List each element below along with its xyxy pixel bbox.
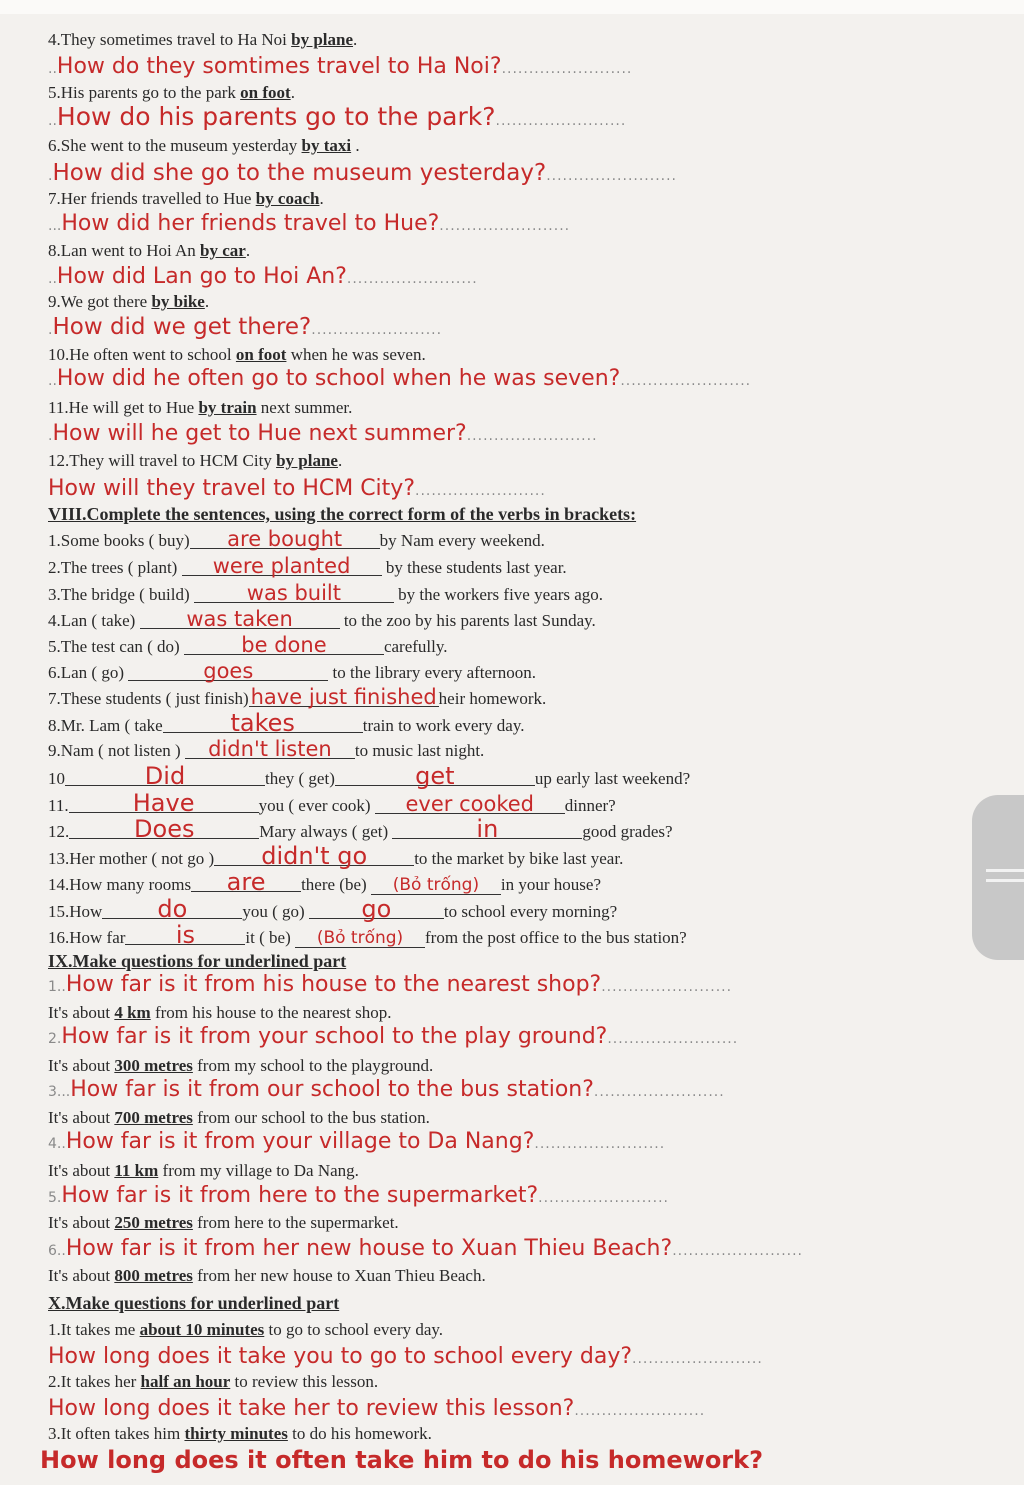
question-line: 9.We got there by bike. xyxy=(48,292,210,311)
section-heading-ix: IX.Make questions for underlined part xyxy=(48,951,347,971)
answer-line: How will they travel to HCM City?........................ xyxy=(48,476,546,501)
answer-line: ..How did he often go to school when he was seven?........................ xyxy=(48,366,752,391)
question-line: 7.Her friends travelled to Hue by coach. xyxy=(48,189,324,208)
statement-line: It's about 800 metres from her new house to Xuan Thieu Beach. xyxy=(48,1266,486,1285)
exercise-item: 3.The bridge ( build) was built by the workers five years ago. xyxy=(48,581,604,605)
exercise-item: 12. Does Mary always ( get) in good grades? xyxy=(48,815,673,843)
answer-line: 5.How far is it from here to the supermarket?........................ xyxy=(48,1183,669,1208)
answer-line: 6..How far is it from her new house to Xuan Thieu Beach?........................ xyxy=(48,1236,803,1261)
answer-line: ...How did her friends travel to Hue?........................ xyxy=(48,211,571,236)
top-edge xyxy=(0,0,1024,14)
exercise-item: 11. Have you ( ever cook) ever cooked dinner? xyxy=(48,789,616,817)
scroll-handle[interactable] xyxy=(972,795,1024,960)
answer-line: 2.How far is it from your school to the play ground?........................ xyxy=(48,1024,739,1049)
question-line: 10.He often went to school on foot when he was seven. xyxy=(48,345,426,364)
answer-line: How long does it take you to go to school every day?........................ xyxy=(48,1344,763,1369)
exercise-item: 9.Nam ( not listen ) didn't listen to music last night. xyxy=(48,737,485,761)
question-line: 5.His parents go to the park on foot. xyxy=(48,83,295,102)
answer-line: ..How do his parents go to the park?........................ xyxy=(48,102,627,131)
answer-line: .How did she go to the museum yesterday?........................ xyxy=(48,160,678,186)
statement-line: It's about 250 metres from here to the supermarket. xyxy=(48,1213,399,1232)
exercise-item: 8.Mr. Lam ( take takes train to work every day. xyxy=(48,709,525,737)
exercise-item: 15.How do you ( go) go to school every morning? xyxy=(48,895,618,923)
question-line: 4.They sometimes travel to Ha Noi by plane. xyxy=(48,30,358,49)
statement-line: 2.It takes her half an hour to review this lesson. xyxy=(48,1372,379,1391)
statement-line: It's about 4 km from his house to the nearest shop. xyxy=(48,1003,392,1022)
section-heading-x: X.Make questions for underlined part xyxy=(48,1293,340,1313)
exercise-item: 14.How many rooms are there (be) (Bỏ trống) in your house? xyxy=(48,868,602,896)
answer-line: 4..How far is it from your village to Da Nang?........................ xyxy=(48,1129,666,1154)
answer-line: ..How do they somtimes travel to Ha Noi?........................ xyxy=(48,54,633,79)
grip-line-icon xyxy=(986,869,1024,872)
statement-line: 3.It often takes him thirty minutes to do his homework. xyxy=(48,1424,432,1443)
exercise-item: 6.Lan ( go) goes to the library every afternoon. xyxy=(48,659,536,683)
section-heading-viii: VIII.Complete the sentences, using the correct form of the verbs in brackets: xyxy=(48,504,637,524)
question-line: 8.Lan went to Hoi An by car. xyxy=(48,241,251,260)
exercise-item: 13.Her mother ( not go ) didn't go to the market by bike last year. xyxy=(48,842,624,870)
exercise-item: 1.Some books ( buy) are bought by Nam every weekend. xyxy=(48,527,545,551)
answer-line: 3...How far is it from our school to the bus station?........................ xyxy=(48,1077,725,1102)
answer-line: How long does it take her to review this lesson?........................ xyxy=(48,1396,706,1421)
grip-line-icon xyxy=(986,879,1024,882)
exercise-item: 4.Lan ( take) was taken to the zoo by his parents last Sunday. xyxy=(48,607,596,631)
question-line: 6.She went to the museum yesterday by taxi . xyxy=(48,136,360,155)
answer-line: .How will he get to Hue next summer?........................ xyxy=(48,421,598,446)
exercise-item: 2.The trees ( plant) were planted by these students last year. xyxy=(48,554,567,578)
statement-line: It's about 700 metres from our school to the bus station. xyxy=(48,1108,430,1127)
exercise-item: 10 Did they ( get) get up early last weekend? xyxy=(48,762,691,790)
exercise-item: 5.The test can ( do) be done carefully. xyxy=(48,633,448,657)
question-line: 12.They will travel to HCM City by plane. xyxy=(48,451,343,470)
answer-line: .How did we get there?........................ xyxy=(48,314,443,340)
statement-line: It's about 11 km from my village to Da Nang. xyxy=(48,1161,359,1180)
answer-line: ..How did Lan go to Hoi An?........................ xyxy=(48,264,478,289)
exercise-item: 7.These students ( just finish)have just finished heir homework. xyxy=(48,685,547,709)
statement-line: 1.It takes me about 10 minutes to go to school every day. xyxy=(48,1320,444,1339)
answer-line: 1..How far is it from his house to the nearest shop?........................ xyxy=(48,972,733,997)
statement-line: It's about 300 metres from my school to the playground. xyxy=(48,1056,434,1075)
question-line: 11.He will get to Hue by train next summer. xyxy=(48,398,353,417)
exercise-item: 16.How far is it ( be) (Bỏ trống) from the post office to the bus station? xyxy=(48,921,687,949)
answer-line: How long does it often take him to do his homework? xyxy=(40,1446,764,1474)
